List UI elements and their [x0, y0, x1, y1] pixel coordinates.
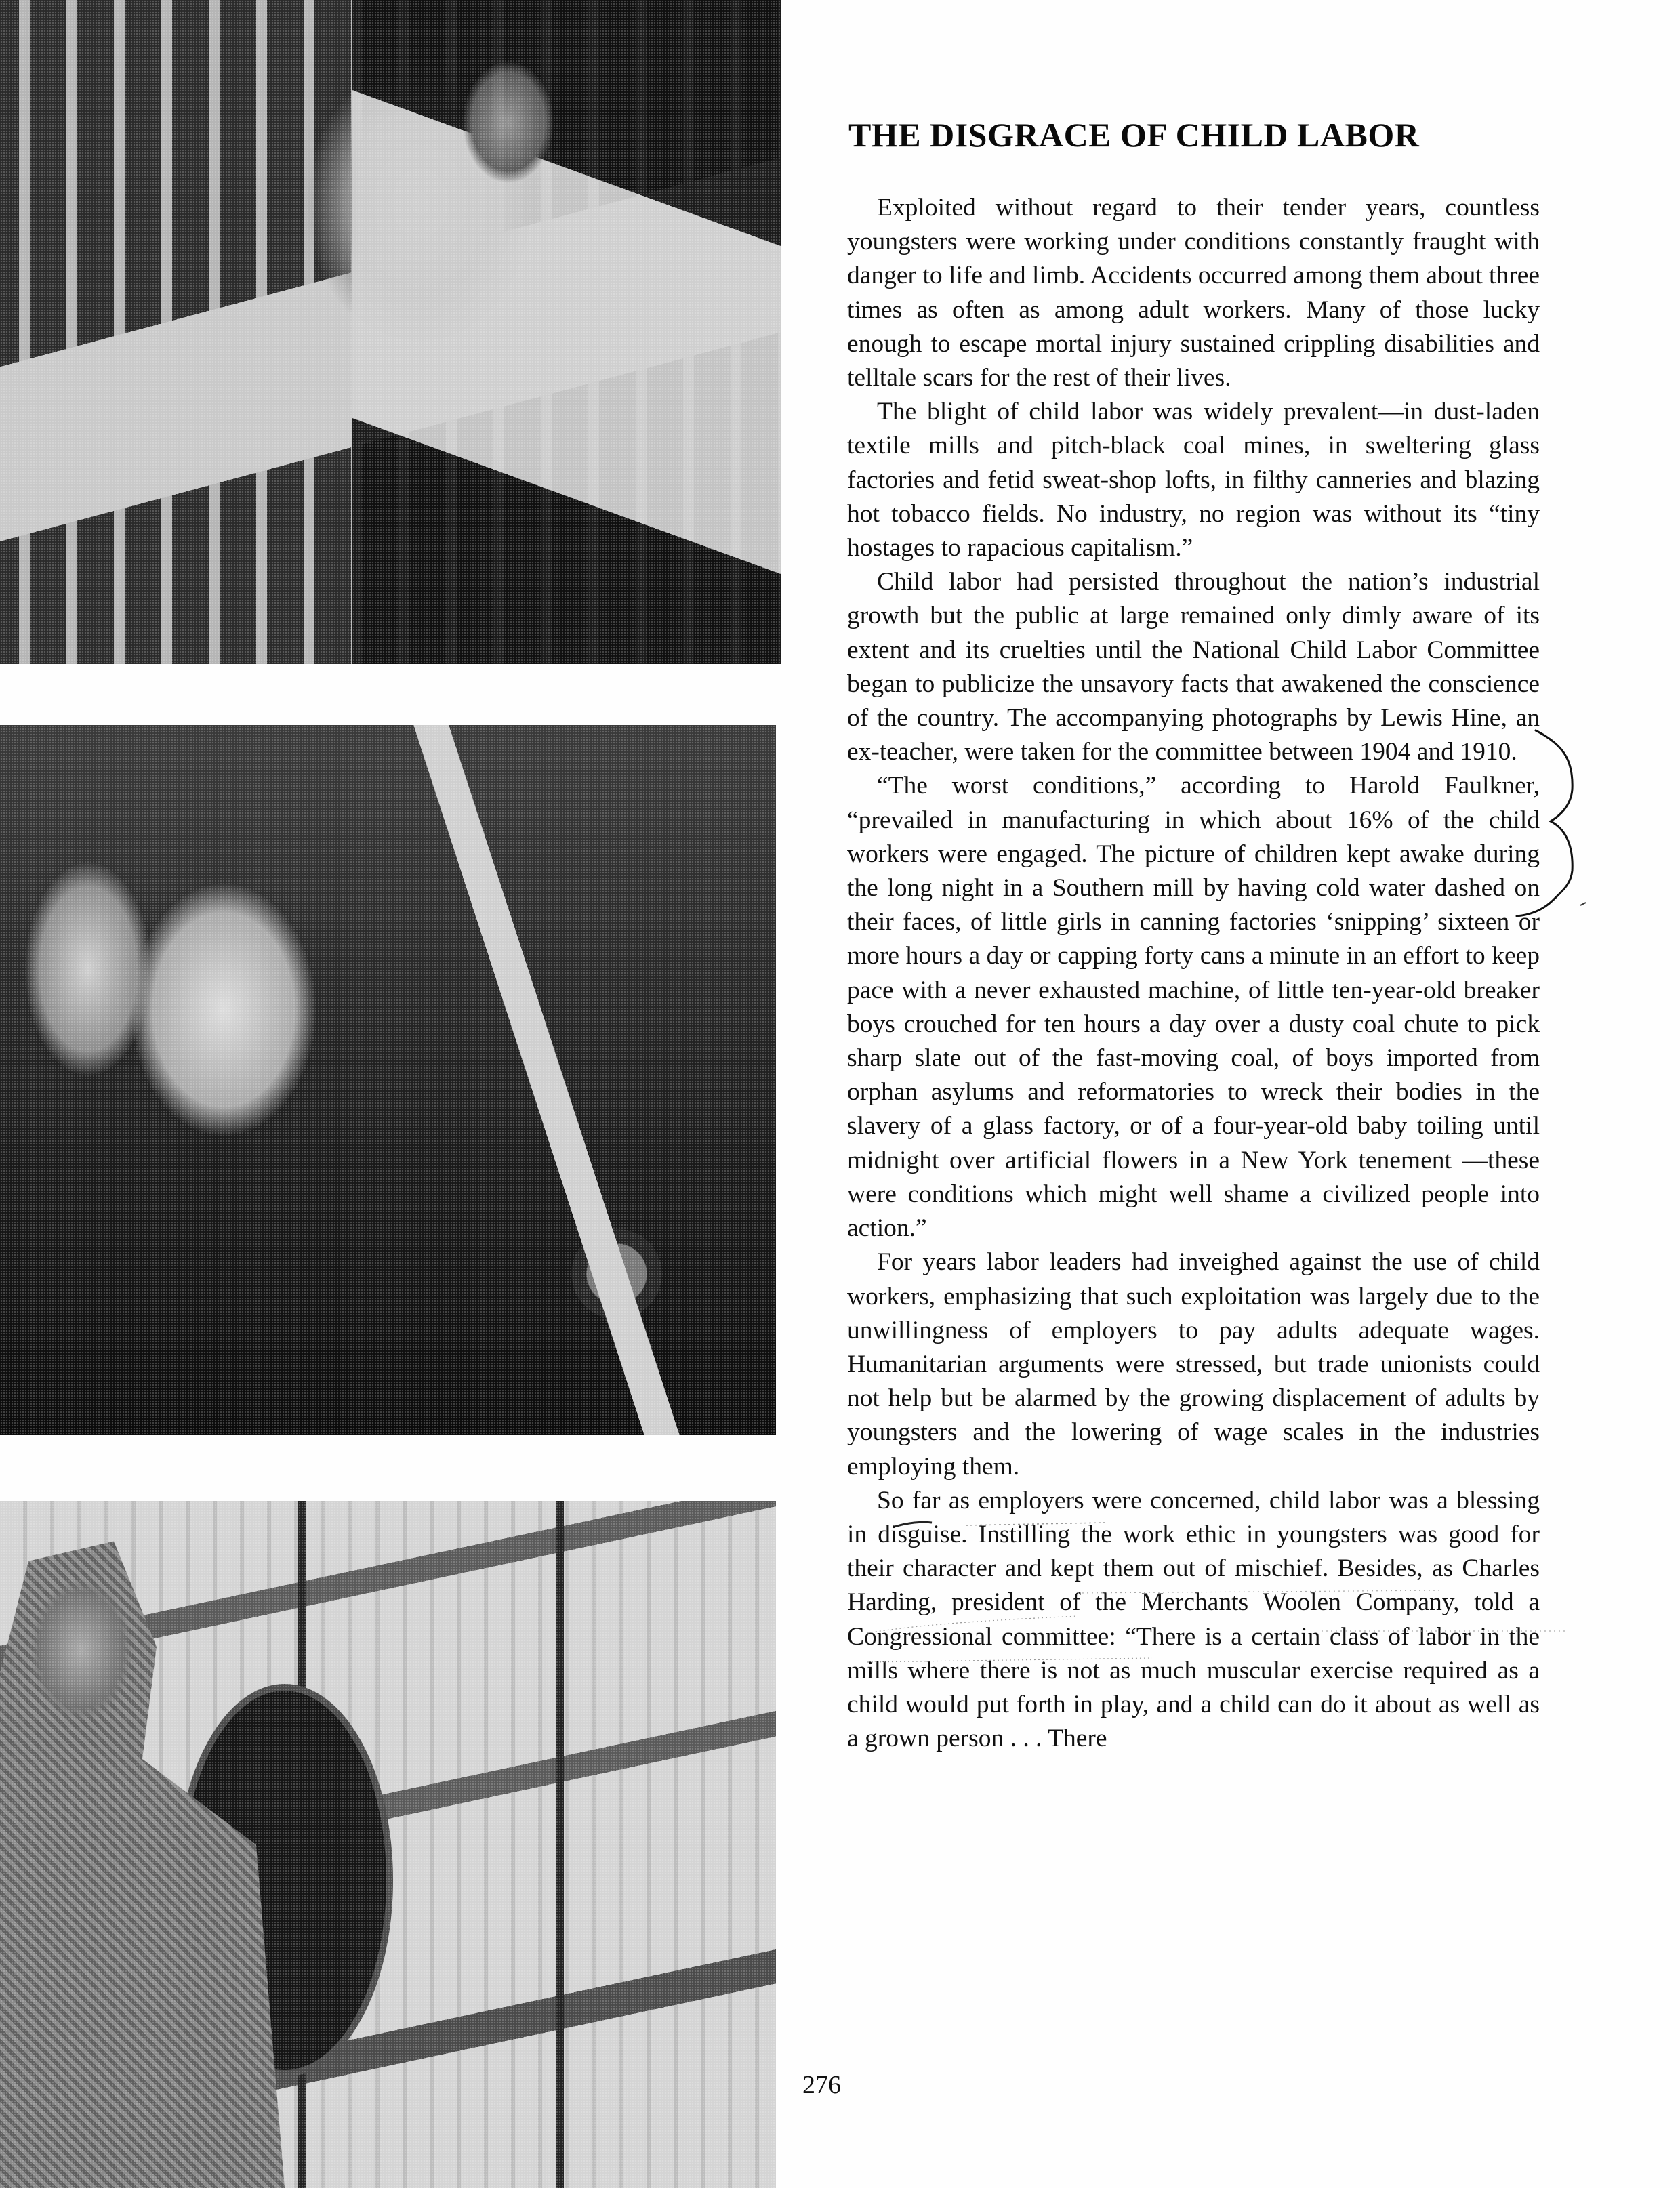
- photo-subject-figure: [352, 0, 781, 664]
- paragraph: For years labor leaders had inveighed against the use of child workers, emphasizing that such exploitation was largely due to the unwillingness of employers to pay adults adequate wages. Humanitarian arguments were stressed, but trade unionists could not help but be alarmed by the growing displacement of adults by youngsters and the lowering of wage scales in the industries employing them.: [847, 1248, 1540, 1481]
- paragraph: So far as employers were concerned, child labor was a blessing in disguise. Instilling the work ethic in youngsters was good for their character and kept them out of mischief. Besides, as Charles Harding, president of the Merchants Woolen Company, told a Congressional committee: “There is a certain class of labor in the mills where there is not as much muscular exercise required as a child would put forth in play, and a child can do it about as well as a grown person . . . There: [847, 1486, 1540, 1753]
- page-number: 276: [802, 2071, 841, 2099]
- paragraph: Child labor had persisted throughout the nation’s industrial growth but the public at large remained only dimly aware of its extent and its cruelties until the National Child Labor Committee began to publicize the unsavory facts that awakened the conscience of the country. The accompanying photographs by Lewis Hine, an ex-teacher, were taken for the committee between 1904 and 1910.: [847, 568, 1540, 766]
- paragraph: Exploited without regard to their tender years, countless youngsters were working under conditions constantly fraught with danger to life and limb. Accidents occurred among them about three times as often as among adult workers. Many of those lucky enough to escape mortal injury sustained crippling disabilities and telltale scars for the rest of their lives.: [847, 194, 1540, 392]
- halftone-texture: [0, 725, 776, 1435]
- page-title: THE DISGRACE OF CHILD LABOR: [848, 116, 1420, 154]
- photo-subject-figure: [0, 1528, 285, 2188]
- photo-boy-at-spinning-frame: [0, 0, 781, 664]
- article-body: [847, 191, 1540, 1756]
- photo-boys-climbing-machinery: [0, 725, 776, 1435]
- paragraph: “The worst conditions,” according to Harold Faulkner, “prevailed in manufacturing in which about 16% of the child workers were engaged. The picture of children kept awake during the long night in a Southern mill by having cold water dashed on their faces, of little girls in canning factories ‘snipping’ sixteen or more hours a day or capping forty cans a minute in an effort to keep pace with a never exhausted machine, of little ten-year-old breaker boys crouched for ten hours a day over a dusty coal chute to pick sharp slate out of the fast-moving coal, of boys imported from orphan asylums and reformatories to wreck their bodies in the slavery of a glass factory, or of a four-year-old baby toiling until midnight over artificial flowers in a New York tenement —these were conditions which might well shame a civilized people into action.”: [847, 772, 1540, 1243]
- photo-boy-beside-bobbins: [0, 1501, 776, 2188]
- paragraph: The blight of child labor was widely prevalent—in dust-laden textile mills and pitch-black coal mines, in sweltering glass factories and fetid sweat-shop lofts, in filthy canneries and blazing hot tobacco fields. No industry, no region was without its “tiny hostages to rapacious capitalism.”: [847, 398, 1540, 562]
